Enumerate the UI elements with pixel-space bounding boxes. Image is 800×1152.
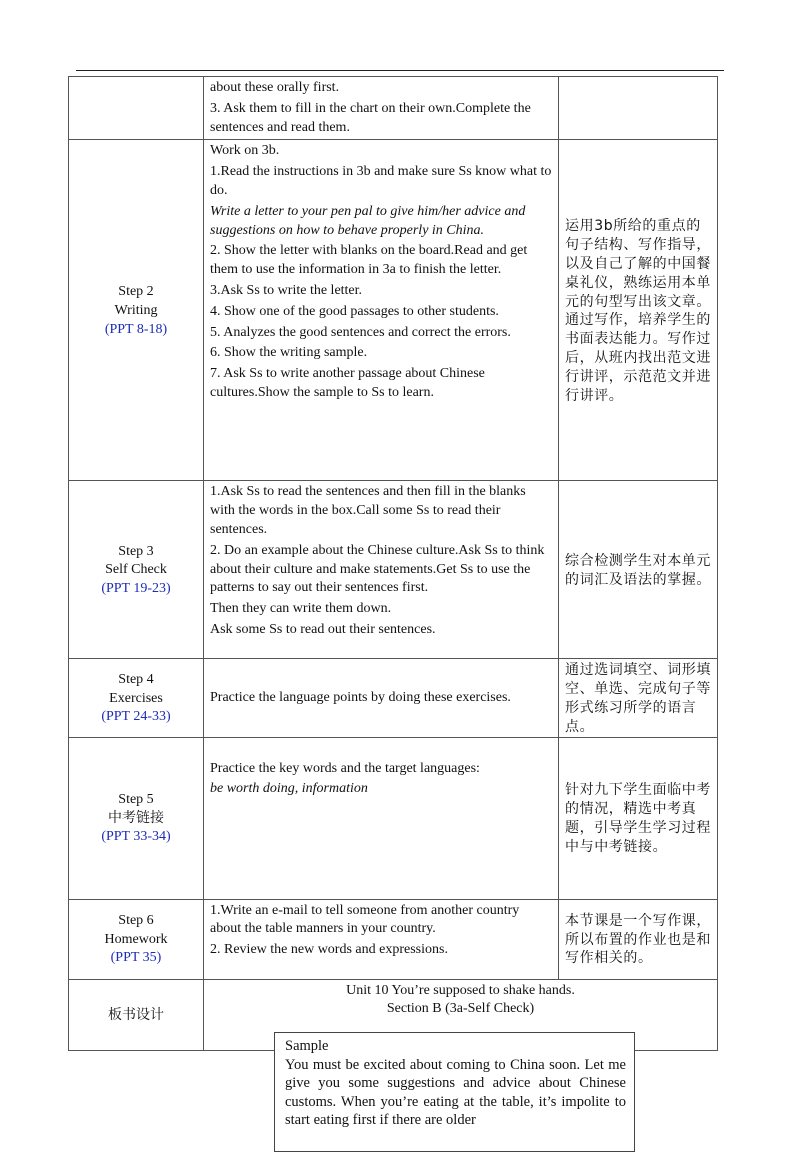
activity-line: Practice the language points by doing these exercises. xyxy=(210,689,511,705)
sample-text: You must be excited about coming to China soon. Let me give you some suggestions and advice about Chinese customs. When you’re eating at the table, it’s impolite to start eating first if there are older xyxy=(285,1056,626,1129)
step-cell xyxy=(69,481,204,659)
activity-line: about these orally first. xyxy=(210,80,340,95)
ppt-range: (PPT 8-18) xyxy=(104,321,168,337)
note-cell: 本节课是一个写作课，所以布置的作业也是和写作相关的。 xyxy=(559,899,718,979)
note-cell: 运用3b所给的重点的句子结构、写作指导，以及自己了解的中国餐桌礼仪，熟练运用本单元的句型写出该文章。通过写作，培养学生的书面表达能力。写作过后，从班内找出范文进行讲评，示范范文并进行讲评。 xyxy=(559,140,718,481)
activity-cell xyxy=(204,659,559,737)
note-cell: 通过选词填空、词形填空、单选、完成句子等形式练习所学的语言点。 xyxy=(559,659,718,737)
ppt-range: (PPT 19-23) xyxy=(101,581,171,597)
activity-line: 1.Write an e-mail to tell someone from another country about the table manners in your country. xyxy=(210,902,520,937)
sample-title: Sample xyxy=(285,1038,329,1054)
step-cell xyxy=(69,899,204,979)
activity-line: 4. Show one of the good passages to other students. xyxy=(210,303,499,319)
activity-line: 7. Ask Ss to write another passage about Chinese cultures.Show the sample to Ss to learn. xyxy=(210,366,485,400)
step-cell xyxy=(69,659,204,737)
ppt-range: (PPT 33-34) xyxy=(101,829,171,845)
step-subtitle: Exercises xyxy=(109,690,163,706)
table-row xyxy=(69,77,718,140)
table-row xyxy=(69,481,718,659)
activity-line: 5. Analyzes the good sentences and correct the errors. xyxy=(210,324,511,340)
step-title: Step 2 xyxy=(118,284,154,300)
activity-line: Ask some Ss to read out their sentences. xyxy=(210,621,436,637)
ppt-range: (PPT 35) xyxy=(110,950,162,966)
step-cell xyxy=(69,140,204,481)
note-cell: 综合检测学生对本单元的词汇及语法的掌握。 xyxy=(559,481,718,659)
activity-line: Practice the key words and the target languages: xyxy=(210,760,480,776)
sample-box xyxy=(274,1032,635,1152)
lesson-plan-table xyxy=(68,76,718,1051)
table-row xyxy=(69,659,718,737)
step-title: Step 4 xyxy=(118,671,154,687)
step-title: Step 3 xyxy=(118,543,154,559)
activity-line: 3.Ask Ss to write the letter. xyxy=(210,282,363,298)
activity-cell xyxy=(204,481,559,659)
activity-line: 1.Ask Ss to read the sentences and then fill in the blanks with the words in the box.Call some Ss to read their sentences. xyxy=(210,484,526,537)
activity-line: Then they can write them down. xyxy=(210,601,392,617)
activity-line: 2. Review the new words and expressions. xyxy=(210,942,448,958)
table-row xyxy=(69,737,718,899)
board-line-1: Unit 10 You’re supposed to shake hands. xyxy=(346,982,575,998)
ppt-range: (PPT 24-33) xyxy=(101,709,171,725)
activity-cell xyxy=(204,77,559,140)
table-row xyxy=(69,899,718,979)
step-subtitle: 中考链接 xyxy=(108,810,164,826)
activity-line: be worth doing, information xyxy=(210,781,368,797)
activity-line: 1.Read the instructions in 3b and make sure Ss know what to do. xyxy=(210,164,552,198)
step-cell xyxy=(69,737,204,899)
activity-line: 6. Show the writing sample. xyxy=(210,345,368,361)
table-row xyxy=(69,140,718,481)
board-line-2: Section B (3a-Self Check) xyxy=(386,1001,535,1017)
activity-line: 2. Show the letter with blanks on the board.Read and get them to use the information in 3a to finish the letter. xyxy=(210,243,528,278)
step-title: Step 6 xyxy=(118,912,154,928)
step-title: Step 5 xyxy=(118,791,154,807)
note-cell xyxy=(559,77,718,140)
step-subtitle: Homework xyxy=(104,931,168,947)
header-rule xyxy=(76,70,724,71)
activity-line: 3. Ask them to fill in the chart on their own.Complete the sentences and read them. xyxy=(210,100,531,135)
board-label: 板书设计 xyxy=(69,979,204,1050)
step-subtitle: Self Check xyxy=(105,562,167,578)
activity-line: 2. Do an example about the Chinese culture.Ask Ss to think about their culture and make statements.Get Ss to use the patterns to say out their sentences first. xyxy=(210,542,545,596)
step-subtitle: Writing xyxy=(114,302,158,318)
activity-line: Work on 3b. xyxy=(210,143,280,159)
activity-cell xyxy=(204,737,559,899)
activity-cell xyxy=(204,899,559,979)
activity-cell xyxy=(204,140,559,481)
note-cell: 针对九下学生面临中考的情况，精选中考真题，引导学生学习过程中与中考链接。 xyxy=(559,737,718,899)
activity-line: Write a letter to your pen pal to give him/her advice and suggestions on how to behave properly in China. xyxy=(210,203,526,238)
step-cell xyxy=(69,77,204,140)
